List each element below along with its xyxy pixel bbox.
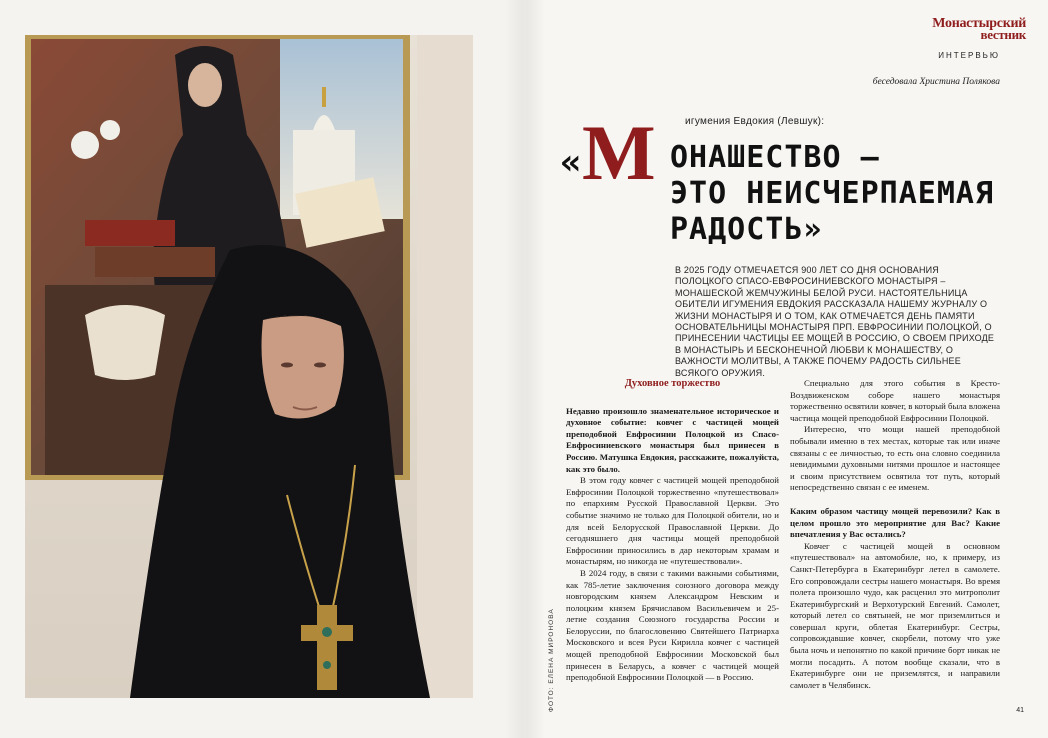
title-line-2: ЭТО НЕИСЧЕРПАЕМАЯ (670, 176, 995, 211)
interview-question: Недавно произошло знаменательное историческое и духовное событие: ковчег с частицей мощей преподобной Евфросинии Полоцкой из Спасо-Евфросиниевского монастыря был принесен в Россию. Матушка Евдокия, расскажите, пожалуйста, как это было. (566, 405, 779, 474)
byline: беседовала Христина Полякова (872, 77, 1000, 87)
paragraph: Интересно, что мощи нашей преподобной побывали именно в тех местах, которые так или иначе связаны с ее личностью, то есть она словно соединила невидимыми духовными нитями прошлое и настоящее и своим присутствием освятила тот путь, который непосредственно связан с ее именем. (790, 424, 1000, 493)
article-lede: В 2025 ГОДУ ОТМЕЧАЕТСЯ 900 ЛЕТ СО ДНЯ ОСНОВАНИЯ ПОЛОЦКОГО СПАСО-ЕВФРОСИНИЕВСКОГО МОНАСТЫРЯ – МОНАШЕСКОЙ ЖЕМЧУЖИНЫ БЕЛОЙ РУСИ. НАСТОЯТЕЛЬНИЦА ОБИТЕЛИ ИГУМЕНИЯ ЕВДОКИЯ РАССКАЗАЛА НАШЕМУ ЖУРНАЛУ О ЖИЗНИ МОНАСТЫРЯ И О ТОМ, КАК ОТМЕЧАЕТСЯ ДЕНЬ ПАМЯТИ ОСНОВАТЕЛЬНИЦЫ МОНАСТЫРЯ ПРП. ЕВФРОСИНИИ ПОЛОЦКОЙ, О ПРИНЕСЕНИИ ЧАСТИЦЫ ЕЕ МОЩЕЙ В РОССИЮ, О СВОЕМ ПРИХОДЕ В МОНАСТЫРЬ И БЕСКОНЕЧНОЙ ЛЮБВИ К МОНАШЕСТВУ, О ВАЖНОСТИ МОЛИТВЫ, А ТАКЖЕ ПОЧЕМУ РАДОСТЬ СИЛЬНЕЕ ВСЯКОГО ОРУЖИЯ. (675, 265, 995, 378)
spacer (790, 494, 1000, 506)
title-line-3: РАДОСТЬ» (670, 212, 823, 247)
page-number: 41 (1016, 707, 1024, 714)
paragraph: Специально для этого события в Кресто-Воздвиженском соборе нашего монастыря торжественно освятили ковчег, в который была вложена частица мощей преподобной Евфросинии Полоцкой. (790, 378, 1000, 423)
magazine-logo (932, 18, 1026, 40)
paragraph: В 2024 году, в связи с такими важными событиями, как 785-летие заключения союзного договора между новгородским князем Александром Невским и полоцким князем Брячиславом Васильевичем и 25-летие создания Союзного государства России и Белоруссии, по благословению Святейшего Патриарха Московского и всея Руси Кирилла ковчег с частицей мощей преподобной Евфросинии Московской был принесен в Беларусь, а ковчег с частицей мощей преподобной Евфросинии Полоцкой — в Россию. (566, 567, 779, 683)
photo-credit: ФОТО: ЕЛЕНА МИРОНОВА (548, 608, 555, 712)
text-column-1 (566, 378, 779, 684)
section-label: ИНТЕРВЬЮ (938, 51, 1000, 60)
paragraph: В этом году ковчег с частицей мощей преподобной Евфросинии Полоцкой торжественно «путешествовал» по епархиям Русской Православной Церкви. Это событие значимо не только для Полоцкой обители, но и для всей Белорусской Православной Церкви. До сегодняшнего дня частицы мощей преподобной Евфросинии приносились в дар некоторым храмам и монастырям, но никогда не «путешествовали». (566, 475, 779, 567)
spine-shadow (505, 0, 545, 738)
portrait-photo (25, 35, 473, 698)
title-drop-letter: М (582, 109, 656, 196)
title-open-quote: « (560, 142, 582, 183)
section-subhead: Духовное торжество (624, 378, 721, 389)
title-line-1: ОНАШЕСТВО – (670, 140, 880, 175)
paragraph: Ковчег с частицей мощей в основном «путешествовал» на автомобиле, но, к примеру, из Санкт-Петербурга в Екатеринбург летел в самолете. Его сопровождали сестры нашего монастыря. Во время полета произошло чудо, как расценил это митрополит Екатеринбургский и Верхотурский Евгений. Самолет, который летел со святыней, не мог приземлиться и совершал круги, облетая Екатеринбург. Сестры, сопровождавшие ковчег, скорбели, потому что уже была ночь и непонятно по какой причине борт никак не могли посадить. А потом вообще сказали, что в Екатеринбурге они не приземлятся, и направили самолет в Челябинск. (790, 540, 1000, 690)
text-column-2 (790, 378, 1000, 691)
interview-question: Каким образом частицу мощей перевозили? Как в целом прошло это мероприятие для Вас? Какие впечатления у Вас остались? (790, 505, 1000, 540)
logo-line-1: Монастырский (932, 16, 1026, 31)
logo-line-2: вестник (980, 27, 1026, 42)
title-kicker: игумения Евдокия (Левшук): (685, 116, 825, 127)
